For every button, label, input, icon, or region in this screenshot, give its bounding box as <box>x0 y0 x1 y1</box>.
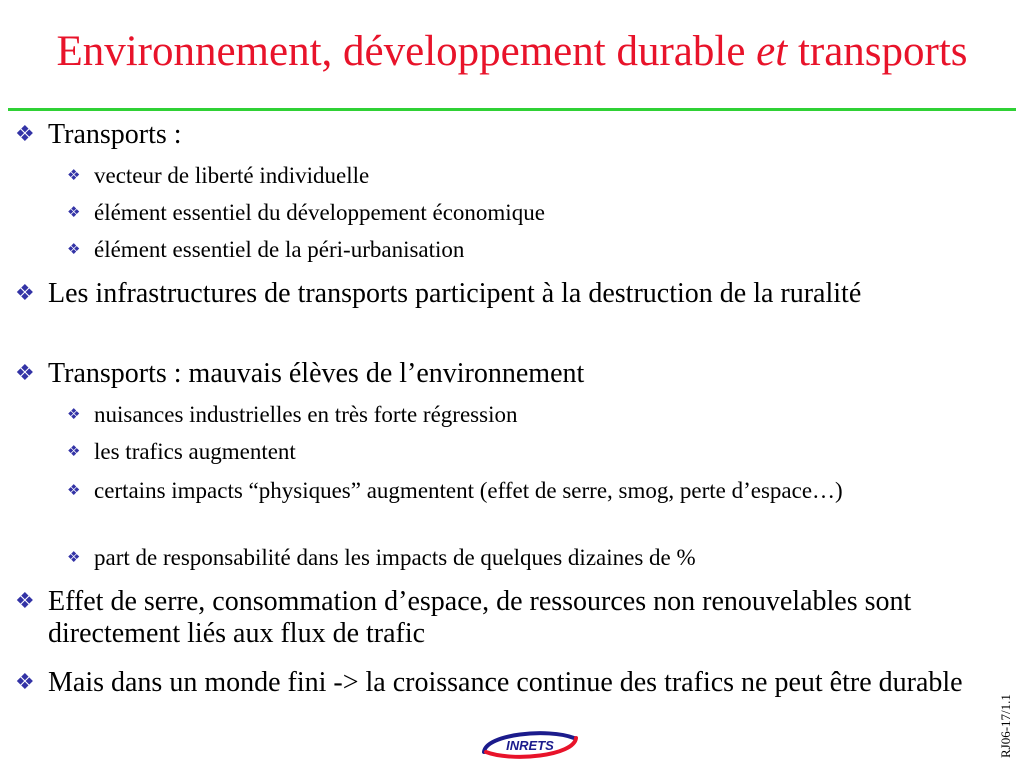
title-italic-et: et <box>756 28 788 75</box>
sub-bullet-text: vecteur de liberté individuelle <box>94 163 370 188</box>
title-part-2: transports <box>787 28 968 75</box>
bullet-infrastructures <box>15 278 998 310</box>
diamond-bullet-icon: ❖ <box>67 442 81 460</box>
sub-bullet-text: les trafics augmentent <box>94 439 296 464</box>
sub-bullet-peri-urbanisation <box>67 235 914 264</box>
title-part-1: Environnement, développement durable <box>56 28 757 75</box>
sub-bullet-text: nuisances industrielles en très forte régression <box>94 402 518 427</box>
bullet-effet-de-serre <box>15 586 998 650</box>
sub-bullet-trafics <box>67 437 914 466</box>
bullet-mauvais-eleves <box>15 358 998 390</box>
logo-text: INRETS <box>506 738 554 753</box>
diamond-bullet-icon: ❖ <box>67 166 81 184</box>
bullet-transports <box>15 119 998 151</box>
sub-bullet-liberte <box>67 161 914 190</box>
diamond-bullet-icon: ❖ <box>67 548 81 566</box>
sub-bullet-text: certains impacts “physiques” augmentent (effet de serre, smog, perte d’espace…) <box>94 478 843 503</box>
sub-bullet-economique <box>67 198 914 227</box>
sub-bullet-responsabilite <box>67 543 914 572</box>
bullet-text: Transports : <box>48 119 182 150</box>
bullet-text: Effet de serre, consommation d’espace, de ressources non renouvelables sont directement liés aux flux de trafic <box>48 586 912 649</box>
slide-reference-code: RJ06-17/1.1 <box>998 694 1013 758</box>
diamond-bullet-icon: ❖ <box>67 405 81 423</box>
diamond-bullet-icon: ❖ <box>15 361 35 386</box>
sub-bullet-text: élément essentiel de la péri-urbanisation <box>94 237 465 262</box>
bullet-text: Les infrastructures de transports participent à la destruction de la ruralité <box>48 278 862 309</box>
diamond-bullet-icon: ❖ <box>67 481 81 499</box>
inrets-logo <box>478 726 582 764</box>
diamond-bullet-icon: ❖ <box>15 122 35 147</box>
sub-bullet-text: élément essentiel du développement économique <box>94 200 545 225</box>
sub-bullet-nuisances <box>67 400 914 429</box>
bullet-monde-fini <box>15 667 998 699</box>
sub-bullet-text: part de responsabilité dans les impacts de quelques dizaines de % <box>94 545 696 570</box>
bullet-text: Mais dans un monde fini -> la croissance continue des trafics ne peut être durable <box>48 667 963 698</box>
bullet-text: Transports : mauvais élèves de l’environnement <box>48 358 585 389</box>
diamond-bullet-icon: ❖ <box>15 281 35 306</box>
diamond-bullet-icon: ❖ <box>67 240 81 258</box>
diamond-bullet-icon: ❖ <box>15 670 35 695</box>
diamond-bullet-icon: ❖ <box>67 203 81 221</box>
sub-bullet-impacts-physiques <box>67 476 914 505</box>
diamond-bullet-icon: ❖ <box>15 589 35 614</box>
